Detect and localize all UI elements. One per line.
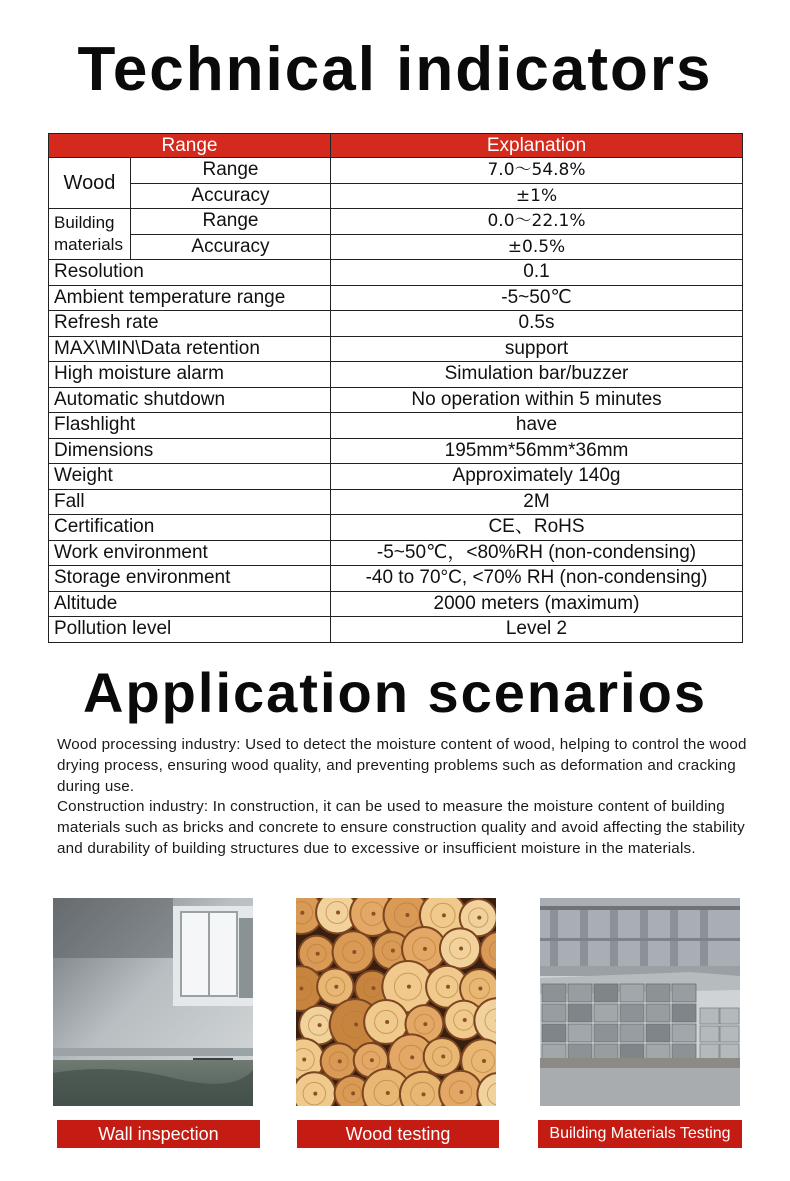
header-explanation: Explanation xyxy=(331,134,743,158)
building-accuracy-label: Accuracy xyxy=(131,234,331,260)
table-row xyxy=(49,438,743,464)
table-row xyxy=(49,540,743,566)
wall-inspection-photo xyxy=(53,898,253,1106)
wood-range-label: Range xyxy=(131,158,331,184)
spec-value: No operation within 5 minutes xyxy=(331,387,743,413)
table-row xyxy=(49,591,743,617)
spec-value: 2M xyxy=(331,489,743,515)
spec-label: Storage environment xyxy=(49,566,331,592)
construction-industry-paragraph: Construction industry: In construction, it can be used to measure the moisture content of building materials such as bricks and concrete to ensure construction quality and avoid affecting the stability and durability of building structures due to excessive or insufficient moisture in the materials. xyxy=(57,798,745,857)
spec-label: Certification xyxy=(49,515,331,541)
spec-label: Automatic shutdown xyxy=(49,387,331,413)
table-row xyxy=(49,464,743,490)
wood-industry-paragraph: Wood processing industry: Used to detect the moisture content of wood, helping to control the wood drying process, ensuring wood quality, and preventing problems such as deformation and cracking during use. xyxy=(57,736,747,795)
spec-value: 0.5s xyxy=(331,311,743,337)
building-range-value: 0.0～22.1% xyxy=(331,209,743,235)
spec-label: Ambient temperature range xyxy=(49,285,331,311)
caption-wood-testing: Wood testing xyxy=(297,1120,499,1148)
spec-value: CE、RoHS xyxy=(331,515,743,541)
spec-label: Altitude xyxy=(49,591,331,617)
wood-accuracy-label: Accuracy xyxy=(131,183,331,209)
wood-range-value: 7.0～54.8% xyxy=(331,158,743,184)
spec-label: Pollution level xyxy=(49,617,331,643)
spec-value: -40 to 70°C, <70% RH (non-condensing) xyxy=(331,566,743,592)
table-row xyxy=(49,260,743,286)
spec-label: Weight xyxy=(49,464,331,490)
building-group-label xyxy=(49,209,131,260)
building-label-line1: Building xyxy=(54,213,115,232)
table-row xyxy=(49,336,743,362)
spec-label: Flashlight xyxy=(49,413,331,439)
wood-group-label: Wood xyxy=(49,158,131,209)
wood-testing-photo xyxy=(296,898,496,1106)
building-materials-photo xyxy=(540,898,740,1106)
spec-label: High moisture alarm xyxy=(49,362,331,388)
spec-value: -5~50℃ xyxy=(331,285,743,311)
table-row xyxy=(49,311,743,337)
spec-value: support xyxy=(331,336,743,362)
application-scenarios-title: Application scenarios xyxy=(83,661,707,724)
spec-value: -5~50℃，<80%RH (non-condensing) xyxy=(331,540,743,566)
table-row xyxy=(49,183,743,209)
caption-building-materials-testing: Building Materials Testing xyxy=(538,1120,742,1148)
wood-accuracy-value: ±1% xyxy=(331,183,743,209)
table-row xyxy=(49,234,743,260)
spec-label: Refresh rate xyxy=(49,311,331,337)
spec-value: 195mm*56mm*36mm xyxy=(331,438,743,464)
spec-value: have xyxy=(331,413,743,439)
spec-value: 2000 meters (maximum) xyxy=(331,591,743,617)
spec-value: 0.1 xyxy=(331,260,743,286)
header-range: Range xyxy=(49,134,331,158)
table-row xyxy=(49,489,743,515)
spec-table xyxy=(48,133,743,643)
table-row xyxy=(49,285,743,311)
spec-value: Approximately 140g xyxy=(331,464,743,490)
table-row xyxy=(49,515,743,541)
building-accuracy-value: ±0.5% xyxy=(331,234,743,260)
spec-label: Resolution xyxy=(49,260,331,286)
table-row xyxy=(49,566,743,592)
spec-header-row xyxy=(49,134,743,158)
table-row xyxy=(49,209,743,235)
table-row xyxy=(49,413,743,439)
technical-indicators-title: Technical indicators xyxy=(77,35,713,104)
building-range-label: Range xyxy=(131,209,331,235)
spec-label: Dimensions xyxy=(49,438,331,464)
table-row xyxy=(49,387,743,413)
spec-value: Level 2 xyxy=(331,617,743,643)
building-label-line2: materials xyxy=(54,235,123,254)
table-row xyxy=(49,362,743,388)
spec-label: Fall xyxy=(49,489,331,515)
table-row xyxy=(49,617,743,643)
spec-value: Simulation bar/buzzer xyxy=(331,362,743,388)
table-row xyxy=(49,158,743,184)
spec-label: Work environment xyxy=(49,540,331,566)
caption-wall-inspection: Wall inspection xyxy=(57,1120,260,1148)
application-description xyxy=(57,735,747,860)
spec-label: MAX\MIN\Data retention xyxy=(49,336,331,362)
